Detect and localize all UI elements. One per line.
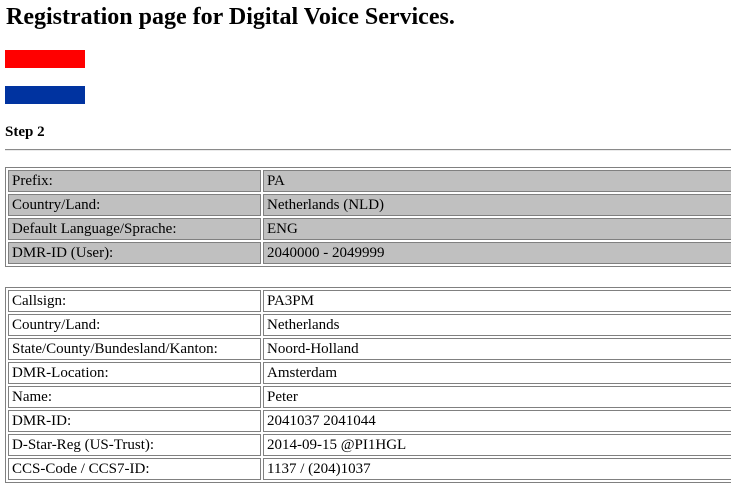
table-row (8, 434, 731, 456)
table-row (8, 386, 731, 408)
table-row (8, 290, 731, 312)
name-label: Name: (8, 386, 261, 408)
flag-stripe-red (5, 50, 85, 68)
table-row (8, 170, 731, 192)
prefix-info-table (5, 167, 731, 267)
country-value: Netherlands (263, 314, 731, 336)
table-row (8, 338, 731, 360)
horizontal-divider (5, 149, 731, 151)
table-row (8, 314, 731, 336)
flag-stripe-blue (5, 86, 85, 104)
table-row (8, 458, 731, 480)
country-value: Netherlands (NLD) (263, 194, 731, 216)
dmr-id-value: 2041037 2041044 (263, 410, 731, 432)
ccs-code-value: 1137 / (204)1037 (263, 458, 731, 480)
callsign-label: Callsign: (8, 290, 261, 312)
prefix-value: PA (263, 170, 731, 192)
table-row (8, 218, 731, 240)
user-details-table (5, 287, 731, 483)
dstar-reg-label: D-Star-Reg (US-Trust): (8, 434, 261, 456)
state-value: Noord-Holland (263, 338, 731, 360)
language-label: Default Language/Sprache: (8, 218, 261, 240)
state-label: State/County/Bundesland/Kanton: (8, 338, 261, 360)
page-title: Registration page for Digital Voice Services. (6, 4, 455, 30)
table-row (8, 242, 731, 264)
prefix-label: Prefix: (8, 170, 261, 192)
dstar-reg-value: 2014-09-15 @PI1HGL (263, 434, 731, 456)
country-label: Country/Land: (8, 194, 261, 216)
callsign-value: PA3PM (263, 290, 731, 312)
netherlands-flag-icon (5, 50, 85, 104)
dmr-location-label: DMR-Location: (8, 362, 261, 384)
ccs-code-label: CCS-Code / CCS7-ID: (8, 458, 261, 480)
flag-stripe-white (5, 68, 85, 86)
language-value: ENG (263, 218, 731, 240)
dmr-id-range-label: DMR-ID (User): (8, 242, 261, 264)
table-row (8, 410, 731, 432)
table-row (8, 194, 731, 216)
step-label: Step 2 (5, 124, 45, 140)
dmr-location-value: Amsterdam (263, 362, 731, 384)
dmr-id-label: DMR-ID: (8, 410, 261, 432)
dmr-id-range-value: 2040000 - 2049999 (263, 242, 731, 264)
table-row (8, 362, 731, 384)
country-label: Country/Land: (8, 314, 261, 336)
name-value: Peter (263, 386, 731, 408)
